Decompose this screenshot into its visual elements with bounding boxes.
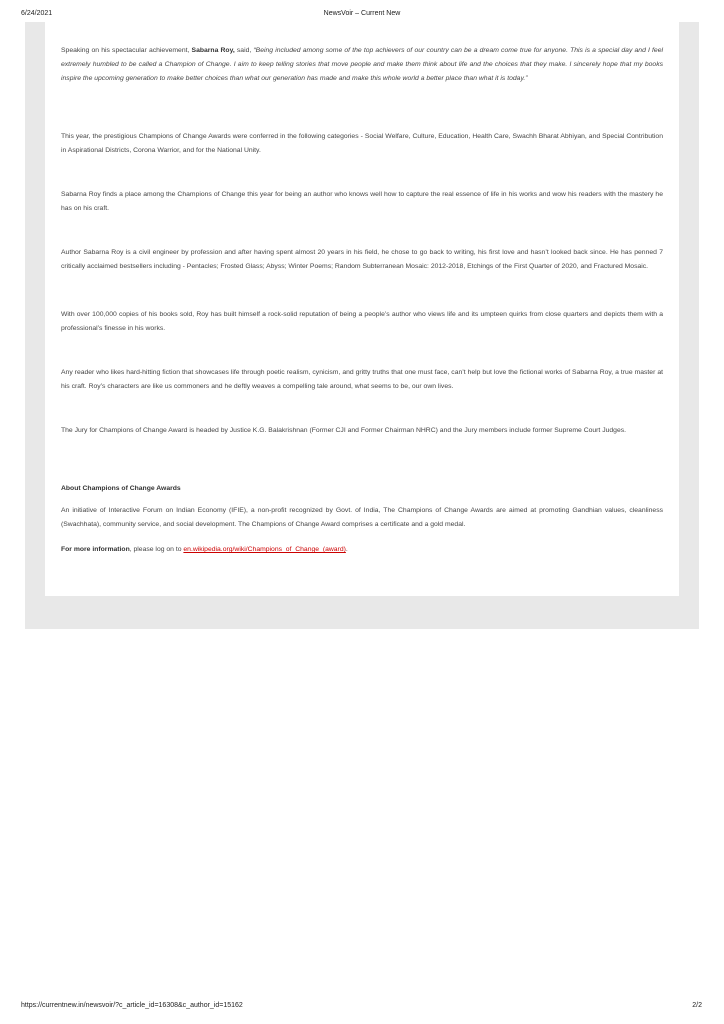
quote-paragraph [61,44,663,86]
print-date: 6/24/2021 [21,10,53,17]
print-page-title: NewsVoir – Current New [323,10,401,17]
quote-text: “Being included among some of the top achievers of our country can be a dream come true for anyone. This is a special day and I feel extremely humbled to be called a Champion of Change. I aim to keep telling stories that move people and make them think about life and the choices that they make. I sincerely hope that my books inspire the upcoming generation to make better choices than what our generation has made and make this whole world a better place than what it is today.” [61,47,663,82]
quote-intro: Speaking on his spectacular achievement, [61,47,190,54]
more-info-end: . [345,546,348,553]
paragraph-author-place: Sabarna Roy finds a place among the Champions of Change this year for being an author who knows well how to capture the real essence of life in his works and wow his readers with the mastery he has on his craft. [61,191,663,212]
print-header [0,10,724,22]
paragraph-books-sold: With over 100,000 copies of his books sold, Roy has built himself a rock-solid reputation of being a people’s author who views life and its umpteen quirks from close quarters and depicts them with a professional’s finesse in his works. [61,311,663,332]
print-footer [0,1002,724,1014]
quote-speaker: Sabarna Roy, [191,47,235,54]
more-info-text: , please log on to [129,546,184,553]
print-page-number: 2/2 [692,1002,702,1009]
print-url: https://currentnew.in/newsvoir/?c_article_id=16308&c_author_id=15162 [21,1002,243,1009]
paragraph-reader: Any reader who likes hard-hitting fiction that showcases life through poetic realism, cynicism, and gritty truths that one must face, can’t help but love the fictional works of Sabarna Roy, a true master at his craft. Roy’s characters are like us commoners and he deftly weaves a compelling tale around, what seems to be, our own lives. [61,369,663,390]
quote-said: said, [234,47,254,54]
more-info-label: For more information [61,546,130,553]
paragraph-jury: The Jury for Champions of Change Award is headed by Justice K.G. Balakrishnan (Former CJI and Former Chairman NHRC) and the Jury members include former Supreme Court Judges. [61,427,627,434]
about-paragraph: An initiative of Interactive Forum on Indian Economy (IFIE), a non-profit recognized by Govt. of India, The Champions of Change Awards are aimed at promoting Gandhian values, cleanliness (Swachhata), community service, and social development. The Champions of Change Award comprises a certificate and a gold medal. [61,507,663,528]
paragraph-author-bio: Author Sabarna Roy is a civil engineer by profession and after having spent almost 20 years in his field, he chose to go back to writing, his first love and hasn’t looked back since. He has penned 7 critically acclaimed bestsellers including - Pentacles; Frosted Glass; Abyss; Winter Poems; Random Subterranean Mosaic: 2012-2018, Etchings of the First Quarter of 2020, and Fractured Mosaic. [61,249,663,270]
about-heading: About Champions of Change Awards [61,485,181,492]
more-info-paragraph [61,543,663,557]
paragraph-categories: This year, the prestigious Champions of Change Awards were conferred in the following categories - Social Welfare, Culture, Education, Health Care, Swachh Bharat Abhiyan, and Special Contribution in Aspirational Districts, Corona Warrior, and for the National Unity. [61,133,663,154]
wikipedia-link[interactable]: en.wikipedia.org/wiki/Champions_of_Change_(award) [183,546,346,553]
